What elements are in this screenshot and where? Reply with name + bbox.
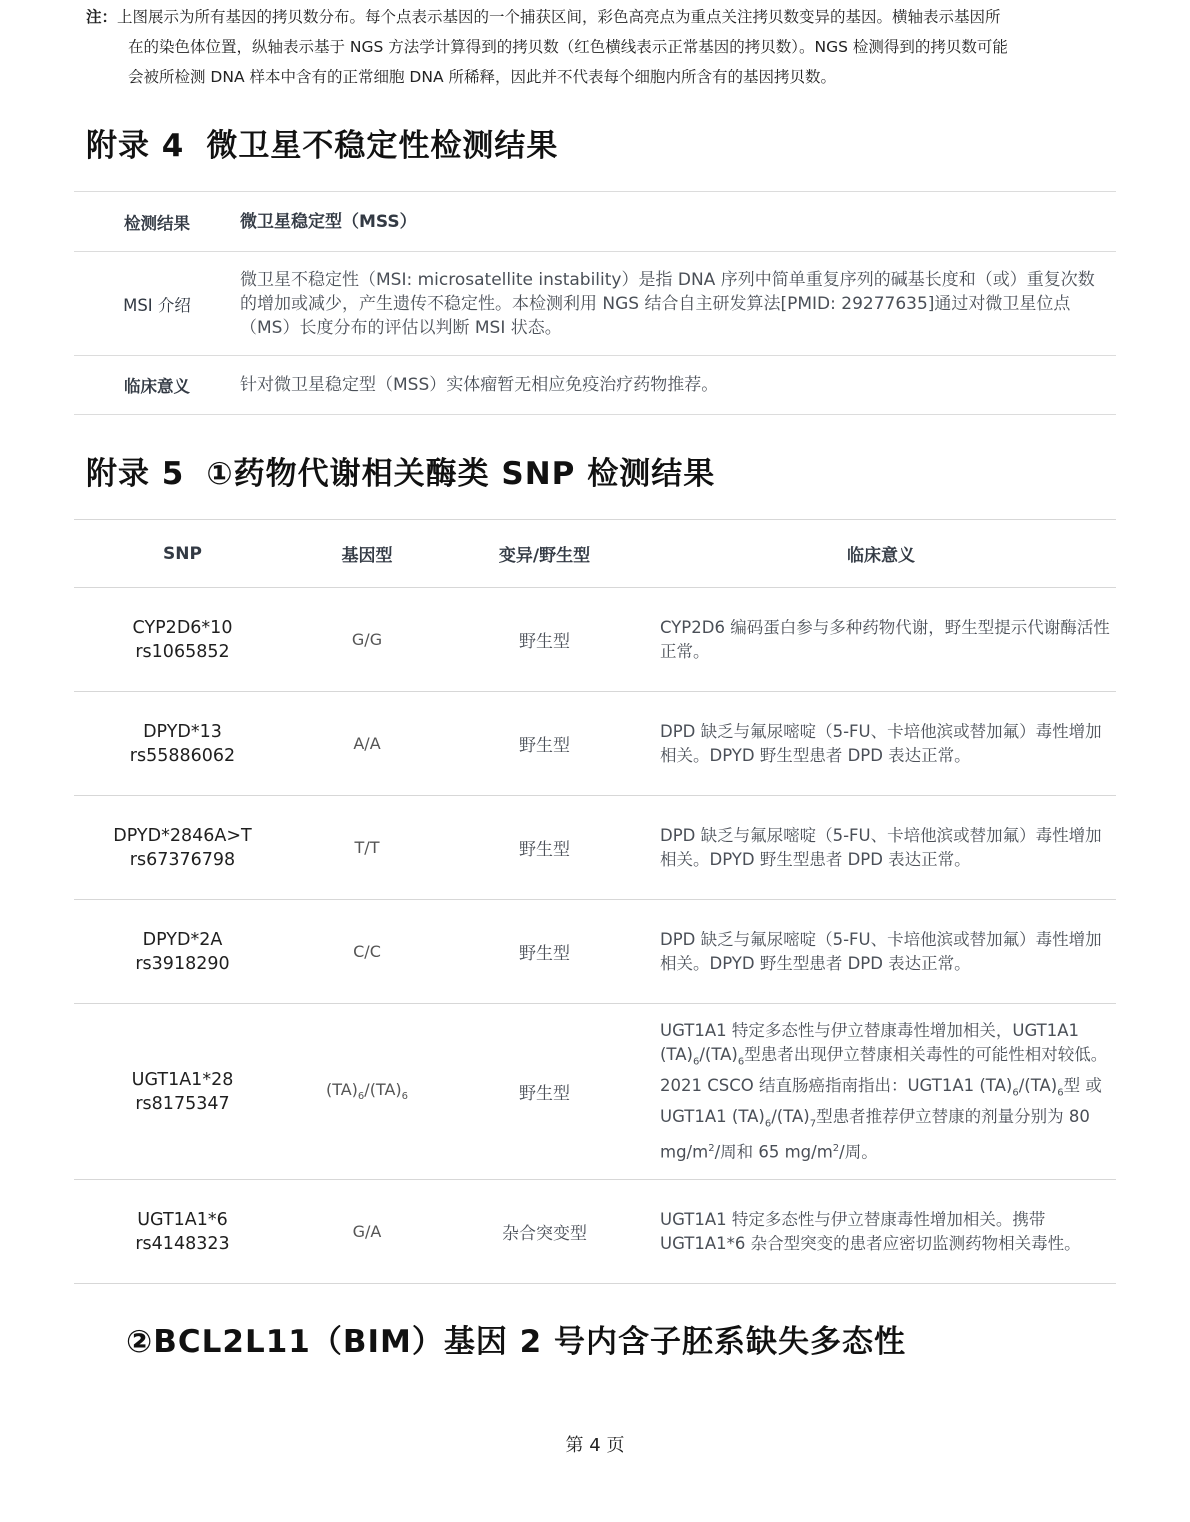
significance-cell: CYP2D6 编码蛋白参与多种药物代谢，野生型提示代谢酶活性正常。	[646, 588, 1116, 692]
snp-id: rs8175347	[135, 1093, 230, 1114]
snp-result-table	[74, 519, 1116, 1284]
snp-id: rs3918290	[135, 953, 230, 974]
snp-name: CYP2D6*10	[132, 617, 233, 638]
significance-cell: UGT1A1 特定多态性与伊立替康毒性增加相关，UGT1A1 $(TA)_6/(TA)_6$型患者出现伊立替康相关毒性的可能性相对较低。2021 CSCO 结直肠癌指南指出：UGT1A1 $(TA)_6/(TA)_6$型 或 UGT1A1 $(TA)_6/(TA)_7$型患者推荐伊立替康的剂量分别为 80 $mg/m^2/$周和 65 $mg/m^2/$周。	[646, 1004, 1116, 1180]
appendix4-number: 附录 4	[86, 128, 185, 164]
msi-row-result	[74, 192, 1116, 252]
msi-value-intro: 微卫星不稳定性（MSI: microsatellite instability）是指 DNA 序列中简单重复序列的碱基长度和（或）重复次数的增加或减少，产生遗传不稳定性。本检测利用 NGS 结合自主研发算法[PMID: 29277635]通过对微卫星位点（MS）长度分布的评估以判断 MSI 状态。	[240, 252, 1116, 356]
snp-cell	[74, 1180, 291, 1284]
note-line-1: 注：上图展示为所有基因的拷贝数分布。每个点表示基因的一个捕获区间，彩色高亮点为重点关注拷贝数变异的基因。横轴表示基因所	[86, 8, 1001, 26]
significance-cell: DPD 缺乏与氟尿嘧啶（5-FU、卡培他滨或替加氟）毒性增加相关。DPYD 野生型患者 DPD 表达正常。	[646, 900, 1116, 1004]
note-text-1: 上图展示为所有基因的拷贝数分布。每个点表示基因的一个捕获区间，彩色高亮点为重点关注拷贝数变异的基因。横轴表示基因所	[117, 8, 1001, 26]
snp-name: UGT1A1*28	[131, 1069, 234, 1090]
msi-row-intro	[74, 252, 1116, 356]
genotype-cell: C/C	[291, 900, 443, 1004]
snp-name: DPYD*2A	[142, 929, 223, 950]
genotype-cell: $(TA)_6/(TA)_6$	[291, 1004, 443, 1180]
snp-cell	[74, 900, 291, 1004]
msi-label-clinical: 临床意义	[74, 356, 240, 415]
header-significance: 临床意义	[646, 520, 1116, 588]
msi-label-intro: MSI 介绍	[74, 252, 240, 356]
note-line-2: 在的染色体位置，纵轴表示基于 NGS 方法学计算得到的拷贝数（红色横线表示正常基因的拷贝数）。NGS 检测得到的拷贝数可能	[128, 38, 1008, 56]
variant-cell: 野生型	[443, 900, 646, 1004]
snp-cell	[74, 692, 291, 796]
figure-note	[86, 2, 1112, 92]
genotype-cell: G/A	[291, 1180, 443, 1284]
appendix5-title: ①药物代谢相关酶类 SNP 检测结果	[206, 456, 716, 492]
variant-cell: 杂合突变型	[443, 1180, 646, 1284]
snp-id: rs55886062	[129, 745, 236, 766]
snp-name: DPYD*2846A>T	[113, 825, 252, 846]
variant-cell: 野生型	[443, 692, 646, 796]
note-line-3: 会被所检测 DNA 样本中含有的正常细胞 DNA 所稀释，因此并不代表每个细胞内所含有的基因拷贝数。	[128, 68, 836, 86]
significance-cell: DPD 缺乏与氟尿嘧啶（5-FU、卡培他滨或替加氟）毒性增加相关。DPYD 野生型患者 DPD 表达正常。	[646, 796, 1116, 900]
snp-name: DPYD*13	[143, 721, 222, 742]
snp-cell	[74, 588, 291, 692]
variant-cell: 野生型	[443, 796, 646, 900]
significance-cell: DPD 缺乏与氟尿嘧啶（5-FU、卡培他滨或替加氟）毒性增加相关。DPYD 野生型患者 DPD 表达正常。	[646, 692, 1116, 796]
msi-row-clinical	[74, 356, 1116, 415]
variant-cell: 野生型	[443, 588, 646, 692]
header-variant: 变异/野生型	[443, 520, 646, 588]
table-row	[74, 588, 1116, 692]
significance-cell: UGT1A1 特定多态性与伊立替康毒性增加相关。携带 UGT1A1*6 杂合型突变的患者应密切监测药物相关毒性。	[646, 1180, 1116, 1284]
snp-id: rs1065852	[135, 641, 230, 662]
appendix5-number: 附录 5	[86, 456, 185, 492]
snp-header-row	[74, 520, 1116, 588]
genotype-cell: T/T	[291, 796, 443, 900]
table-row	[74, 796, 1116, 900]
genotype-cell: A/A	[291, 692, 443, 796]
snp-name: UGT1A1*6	[137, 1209, 228, 1230]
header-genotype: 基因型	[291, 520, 443, 588]
snp-cell	[74, 1004, 291, 1180]
section2-heading: ②BCL2L11（BIM）基因 2 号内含子胚系缺失多态性	[126, 1324, 907, 1360]
note-prefix: 注	[86, 8, 102, 26]
snp-id: rs67376798	[129, 849, 236, 870]
appendix5-heading	[86, 448, 715, 493]
header-snp: SNP	[74, 520, 291, 588]
appendix4-heading	[86, 120, 558, 165]
table-row	[74, 1180, 1116, 1284]
page-number: 第 4 页	[565, 1435, 625, 1456]
table-row	[74, 900, 1116, 1004]
msi-result-table	[74, 191, 1116, 415]
msi-value-clinical: 针对微卫星稳定型（MSS）实体瘤暂无相应免疫治疗药物推荐。	[240, 356, 1116, 415]
msi-label-result: 检测结果	[74, 192, 240, 252]
snp-cell	[74, 796, 291, 900]
genotype-cell: G/G	[291, 588, 443, 692]
appendix4-title: 微卫星不稳定性检测结果	[206, 128, 559, 164]
table-row	[74, 692, 1116, 796]
table-row	[74, 1004, 1116, 1180]
variant-cell: 野生型	[443, 1004, 646, 1180]
snp-id: rs4148323	[135, 1233, 230, 1254]
msi-value-result: 微卫星稳定型（MSS）	[240, 192, 1116, 252]
